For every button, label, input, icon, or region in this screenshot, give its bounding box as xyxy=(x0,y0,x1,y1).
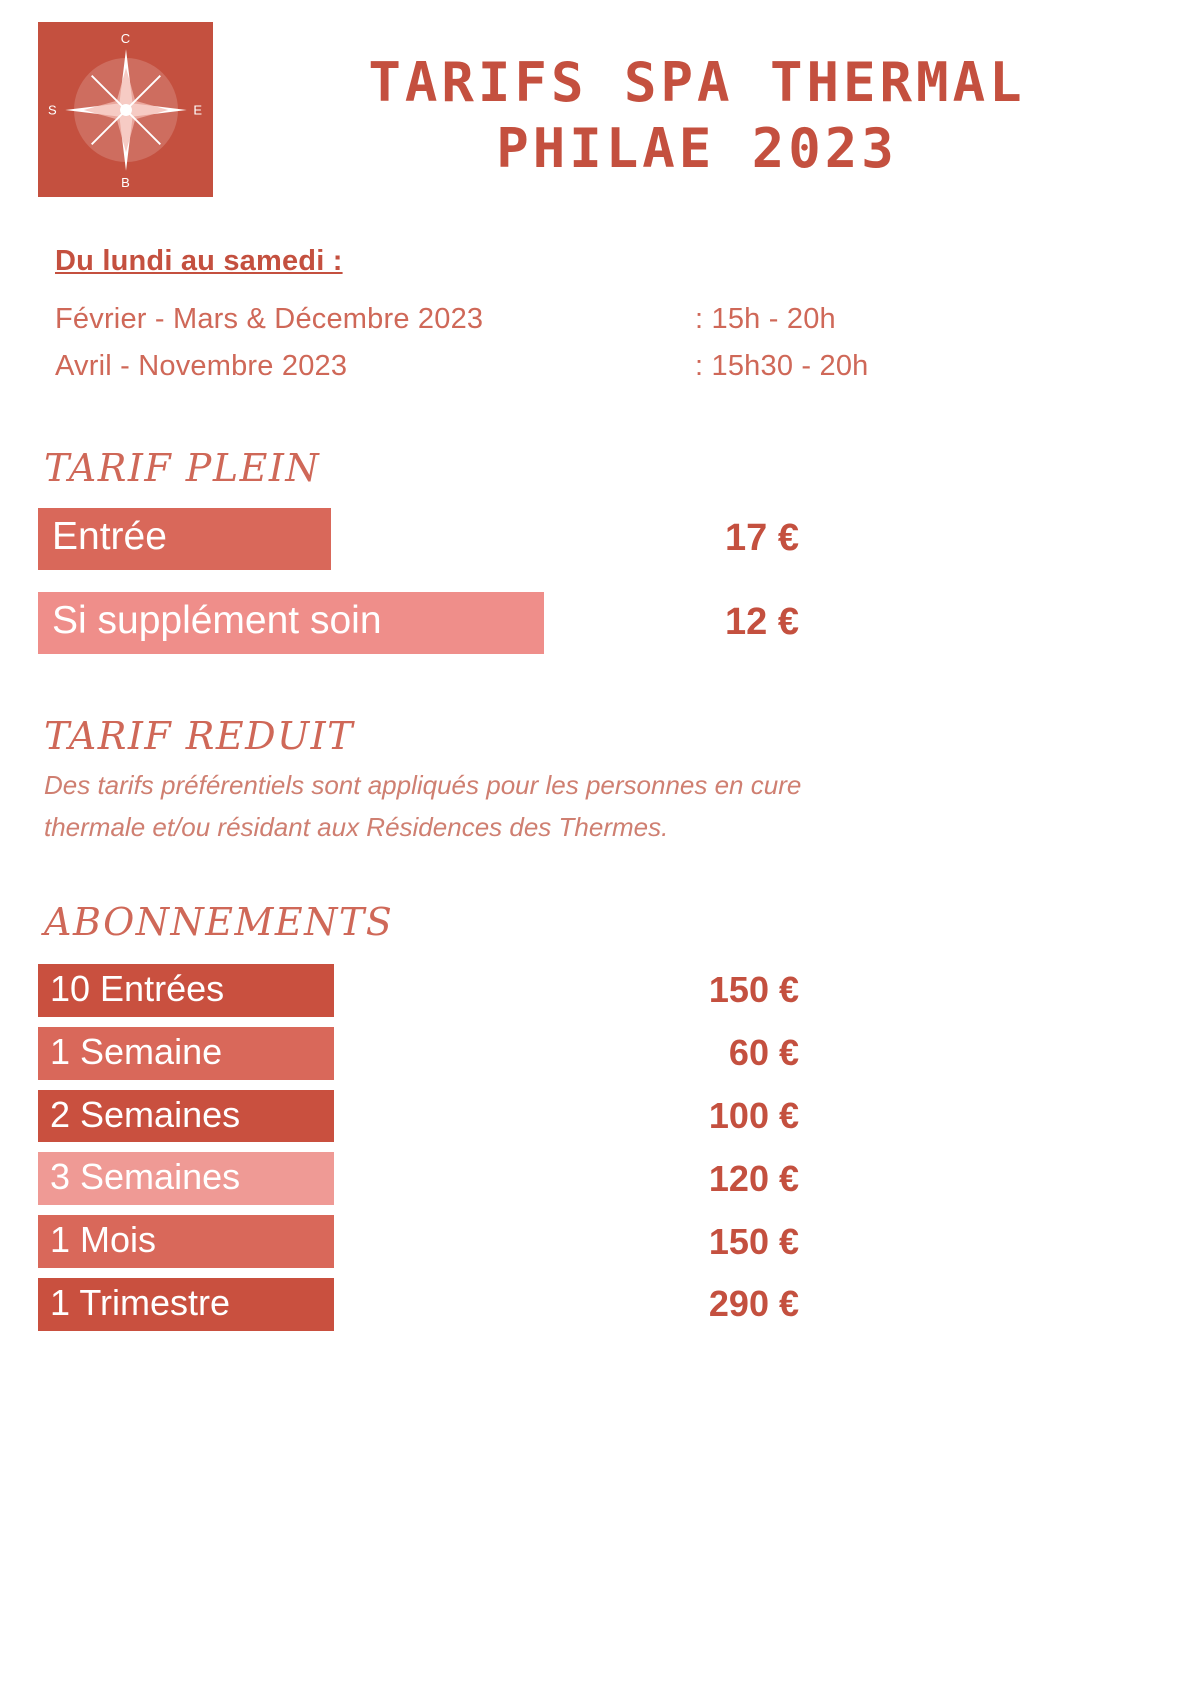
reduced-price-description-line-2: thermale et/ou résidant aux Résidences des Thermes. xyxy=(44,811,669,842)
opening-hours-row xyxy=(55,343,1191,390)
price-label: 2 Semaines xyxy=(38,1090,334,1143)
compass-south-label: B xyxy=(121,175,130,190)
compass-north-label: C xyxy=(120,31,131,46)
price-value: 17 € xyxy=(725,517,799,560)
price-label: 3 Semaines xyxy=(38,1152,334,1205)
price-label: 1 Trimestre xyxy=(38,1278,334,1331)
page-title xyxy=(203,22,1191,183)
reduced-price-description xyxy=(44,764,1044,848)
price-row xyxy=(38,1215,1191,1268)
price-row xyxy=(38,1278,1191,1331)
section-title-full-price: TARIF PLEIN xyxy=(44,445,321,490)
opening-hours-time: : 15h - 20h xyxy=(695,303,836,335)
compass-east-label: E xyxy=(193,102,202,117)
opening-hours-row xyxy=(55,296,1191,343)
price-row xyxy=(38,1152,1191,1205)
price-row xyxy=(38,1027,1191,1080)
price-row xyxy=(38,592,1191,654)
price-row xyxy=(38,508,1191,570)
poster-header xyxy=(0,0,1191,197)
compass-west-label: S xyxy=(48,102,57,117)
opening-hours-season: Avril - Novembre 2023 xyxy=(55,349,348,382)
opening-hours-time: : 15h30 - 20h xyxy=(695,349,869,382)
price-value: 150 € xyxy=(708,1220,799,1262)
section-title-reduced-price: TARIF REDUIT xyxy=(44,713,354,758)
price-label: 10 Entrées xyxy=(38,964,334,1017)
compass-star-shape xyxy=(60,44,192,176)
price-value: 60 € xyxy=(728,1032,799,1074)
opening-hours-section xyxy=(55,245,1191,390)
price-value: 120 € xyxy=(708,1157,799,1199)
opening-hours-season: Février - Mars & Décembre 2023 xyxy=(55,303,484,335)
reduced-price-description-line-1: Des tarifs préférentiels sont appliqués pour les personnes en cure xyxy=(44,769,802,800)
page-title-line-1: TARIFS SPA THERMAL xyxy=(368,51,1026,114)
price-value: 290 € xyxy=(708,1283,799,1325)
price-label: 1 Mois xyxy=(38,1215,334,1268)
price-label: Entrée xyxy=(38,508,331,570)
price-row xyxy=(38,1090,1191,1143)
price-label: Si supplément soin xyxy=(38,592,544,654)
price-value: 12 € xyxy=(725,601,799,644)
price-value: 150 € xyxy=(708,969,799,1011)
page-title-line-2: PHILAE 2023 xyxy=(496,117,898,181)
price-row xyxy=(38,964,1191,1017)
opening-hours-title: Du lundi au samedi : xyxy=(55,245,343,277)
price-label: 1 Semaine xyxy=(38,1027,334,1080)
section-title-subscriptions: ABONNEMENTS xyxy=(44,900,394,945)
compass-rose-icon xyxy=(38,22,213,197)
price-value: 100 € xyxy=(708,1095,799,1137)
